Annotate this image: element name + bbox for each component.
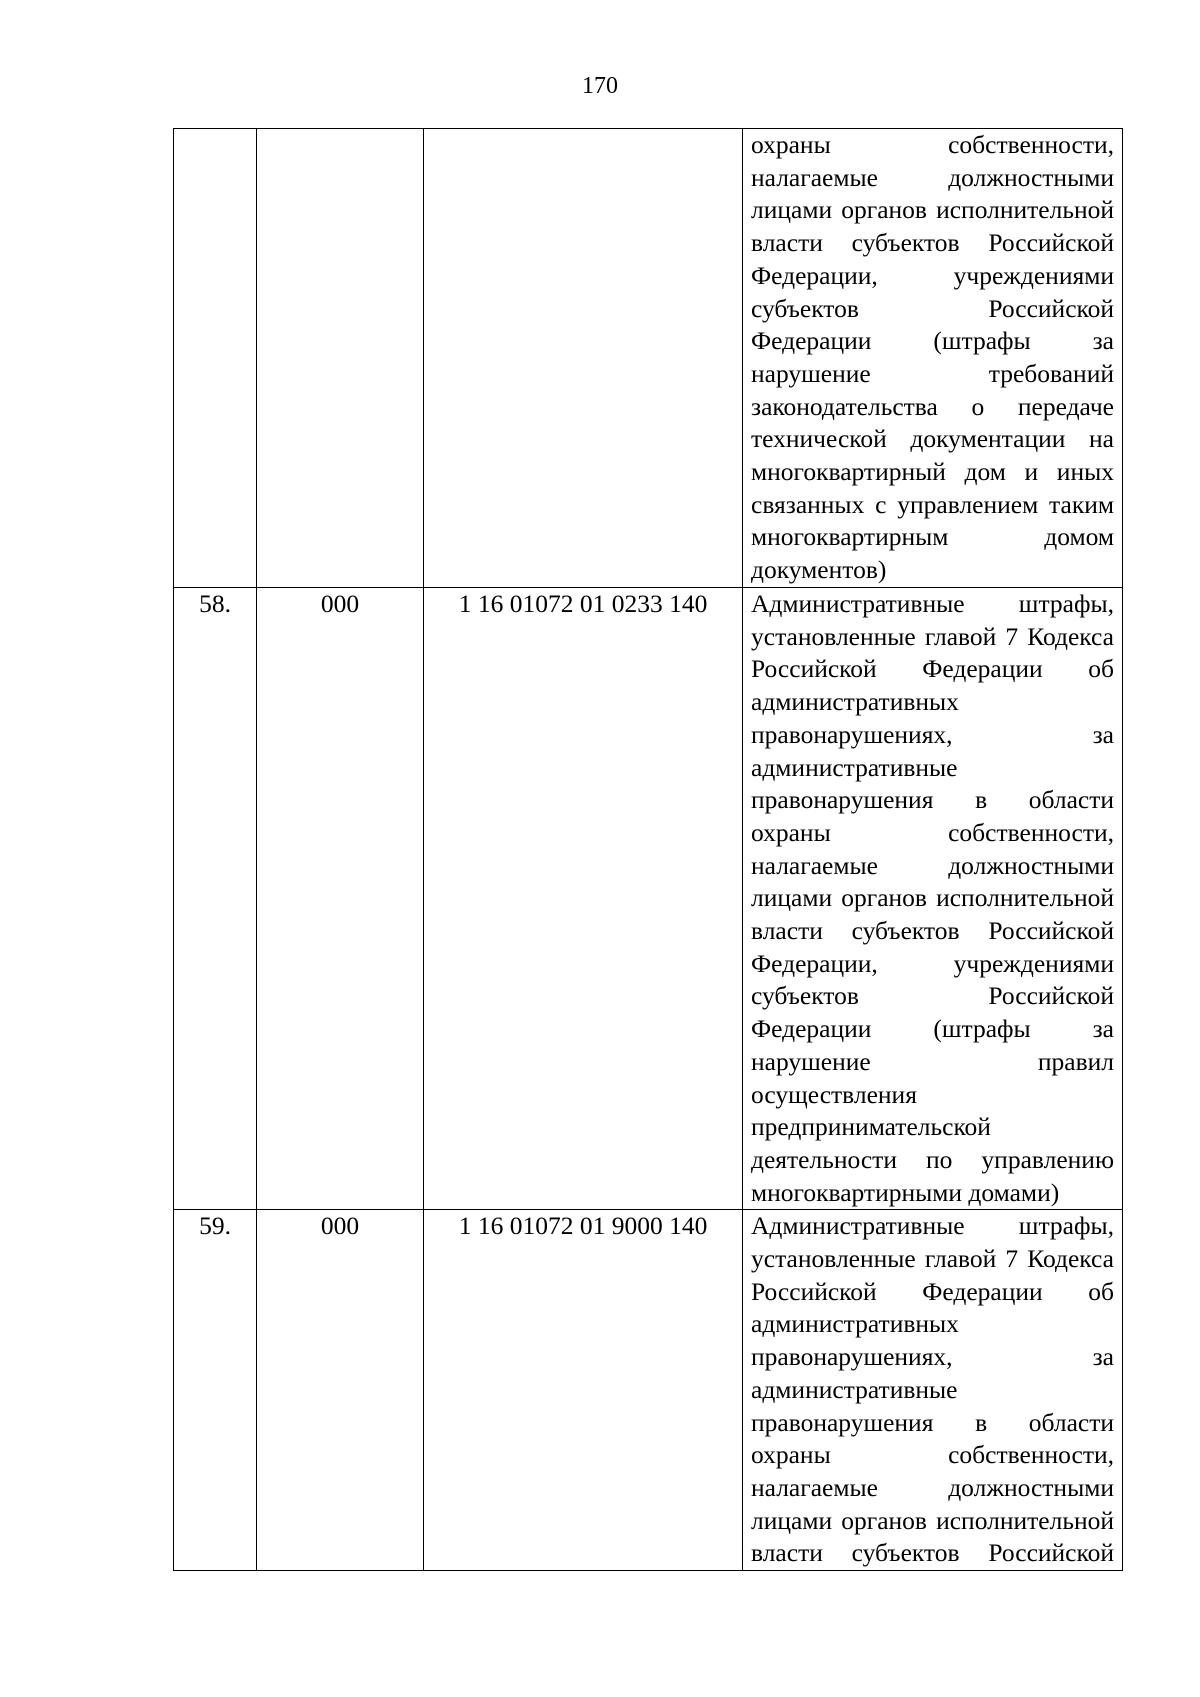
description-line: административных: [751, 1309, 959, 1339]
description-line: власти субъектов Российской: [751, 228, 1114, 258]
description-line: субъектов Российской: [751, 293, 1114, 323]
description-line: охраны собственности,: [751, 1440, 1114, 1470]
description-line: Федерации, учреждениями: [751, 260, 1114, 290]
description-line: многоквартирным домом: [751, 522, 1114, 552]
description-line: охраны собственности,: [751, 130, 1114, 159]
description-line: деятельности по управлению: [751, 1144, 1114, 1174]
description-line: правонарушения в области: [751, 1407, 1114, 1437]
description-line: правонарушениях, за: [751, 719, 1114, 749]
description-line: лицами органов исполнительной: [751, 195, 1114, 225]
row-number-cell: 58.: [174, 588, 257, 1210]
description-cell: [743, 588, 1123, 1210]
description-line: власти субъектов Российской: [751, 1538, 1114, 1568]
page-number: 170: [582, 73, 618, 99]
admin-code-cell: [257, 129, 424, 588]
description-line: связанных с управлением таким: [751, 489, 1114, 519]
admin-code-cell: 000: [257, 588, 424, 1210]
description-line: многоквартирный дом и иных: [751, 457, 1114, 487]
description-cell: [743, 129, 1123, 588]
description-line: Административные штрафы,: [751, 1211, 1114, 1241]
description-line: Российской Федерации об: [751, 654, 1114, 684]
description-line: законодательства о передаче: [751, 391, 1114, 421]
table-row: [174, 588, 1123, 1210]
description-cell: [743, 1210, 1123, 1571]
kbk-code-cell: [424, 129, 743, 588]
description-line: административные: [751, 752, 958, 782]
budget-classification-table: [173, 128, 1123, 1571]
description-line: налагаемые должностными: [751, 1472, 1114, 1502]
description-line: установленные главой 7 Кодекса: [751, 1244, 1114, 1274]
description-line: налагаемые должностными: [751, 850, 1114, 880]
kbk-code-cell: 1 16 01072 01 9000 140: [424, 1210, 743, 1571]
table-row: [174, 1210, 1123, 1571]
description-line: правонарушения в области: [751, 785, 1114, 815]
description-line: осуществления: [751, 1079, 917, 1109]
description-line: Федерации, учреждениями: [751, 948, 1114, 978]
description-line: правонарушениях, за: [751, 1342, 1114, 1372]
description-line: Административные штрафы,: [751, 589, 1114, 618]
description-line: нарушение требований: [751, 358, 1114, 388]
description-line: установленные главой 7 Кодекса: [751, 621, 1114, 651]
description-line: Федерации (штрафы за: [751, 1014, 1114, 1044]
description-line: лицами органов исполнительной: [751, 883, 1114, 913]
description-line: налагаемые должностными: [751, 162, 1114, 192]
row-number-cell: [174, 129, 257, 588]
description-line: административных: [751, 687, 959, 717]
description-line: Федерации (штрафы за: [751, 326, 1114, 356]
table-row: [174, 129, 1123, 588]
description-line: охраны собственности,: [751, 817, 1114, 847]
row-number-cell: 59.: [174, 1210, 257, 1571]
description-line: документов): [751, 555, 887, 585]
admin-code-cell: 000: [257, 1210, 424, 1571]
description-line: власти субъектов Российской: [751, 916, 1114, 946]
description-line: предпринимательской: [751, 1112, 991, 1142]
description-line: технической документации на: [751, 424, 1114, 454]
description-line: лицами органов исполнительной: [751, 1505, 1114, 1535]
description-line: нарушение правил: [751, 1046, 1114, 1076]
description-line: административные: [751, 1374, 958, 1404]
description-line: субъектов Российской: [751, 981, 1114, 1011]
description-line: многоквартирными домами): [751, 1177, 1060, 1207]
kbk-code-cell: 1 16 01072 01 0233 140: [424, 588, 743, 1210]
description-line: Российской Федерации об: [751, 1276, 1114, 1306]
